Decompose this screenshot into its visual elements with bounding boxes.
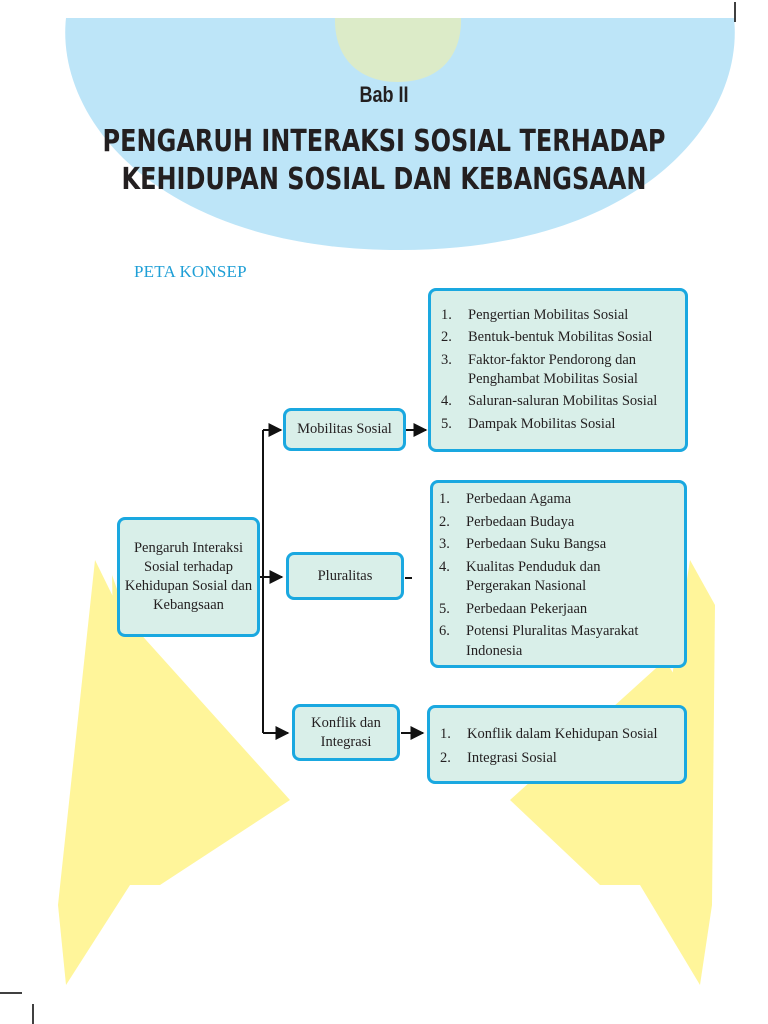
list-item: [441, 351, 685, 390]
item-text: Kualitas Penduduk dan Pergerakan Nasional: [466, 558, 601, 594]
item-number: 3.: [439, 536, 450, 552]
chapter-title-line2: KEHIDUPAN SOSIAL DAN KEBANGSAAN: [121, 162, 647, 197]
item-text: Integrasi Sosial: [467, 750, 557, 766]
section-label: PETA KONSEP: [134, 262, 247, 281]
item-number: 2.: [439, 513, 450, 530]
item-number: 2.: [440, 750, 451, 766]
list-item: [441, 392, 685, 412]
list-item: [440, 725, 684, 745]
item-number: 4.: [441, 393, 452, 410]
item-text: Konflik dalam Kehidupan Sosial: [467, 726, 658, 742]
chapter-number: Bab II: [359, 82, 409, 107]
list-item: [439, 558, 684, 597]
list-item: [440, 749, 684, 769]
topic-list-mobilitas: [428, 288, 688, 452]
branch-label: Konflik dan Integrasi: [311, 714, 381, 750]
list-item: [441, 415, 685, 435]
item-number: 6.: [439, 623, 450, 639]
branch-node-pluralitas: [286, 552, 404, 600]
list-item: [441, 328, 685, 348]
item-number: 2.: [441, 329, 452, 346]
item-text: Pengertian Mobilitas Sosial: [468, 307, 629, 323]
list-item: [439, 490, 684, 510]
item-text: Bentuk-bentuk Mobilitas Sosial: [468, 329, 653, 346]
item-text: Dampak Mobilitas Sosial: [468, 415, 616, 432]
branch-label: Pluralitas: [317, 567, 373, 584]
root-node: [117, 517, 260, 637]
item-number: 1.: [440, 726, 451, 742]
branch-node-mobilitas: [283, 408, 406, 451]
item-text: Potensi Pluralitas Masyarakat Indonesia: [466, 623, 639, 659]
list-item: [439, 622, 684, 661]
topic-list-pluralitas: [430, 480, 687, 668]
branch-label: Mobilitas Sosial: [297, 421, 392, 437]
item-number: 3.: [441, 351, 452, 368]
item-number: 5.: [441, 415, 452, 432]
root-node-label: Pengaruh Interaksi Sosial terhadap Kehidupan Sosial dan Kebangsaan: [124, 540, 253, 613]
branch-node-konflik: [292, 704, 400, 761]
item-text: Perbedaan Budaya: [466, 513, 575, 530]
item-text: Perbedaan Agama: [466, 491, 572, 507]
item-text: Saluran-saluran Mobilitas Sosial: [468, 393, 658, 410]
list-item: [439, 513, 684, 533]
item-number: 1.: [441, 307, 452, 323]
list-item: [439, 535, 684, 555]
topic-list-konflik: [427, 705, 687, 784]
list-item: [441, 306, 685, 326]
list-item: [439, 600, 684, 620]
item-number: 1.: [439, 491, 450, 507]
chapter-title-line1: PENGARUH INTERAKSI SOSIAL TERHADAP: [102, 124, 666, 159]
item-number: 4.: [439, 558, 450, 575]
item-number: 5.: [439, 600, 450, 617]
item-text: Perbedaan Pekerjaan: [466, 600, 588, 617]
item-text: Faktor-faktor Pendorong dan Penghambat Mobilitas Sosial: [468, 351, 638, 388]
item-text: Perbedaan Suku Bangsa: [466, 536, 607, 552]
